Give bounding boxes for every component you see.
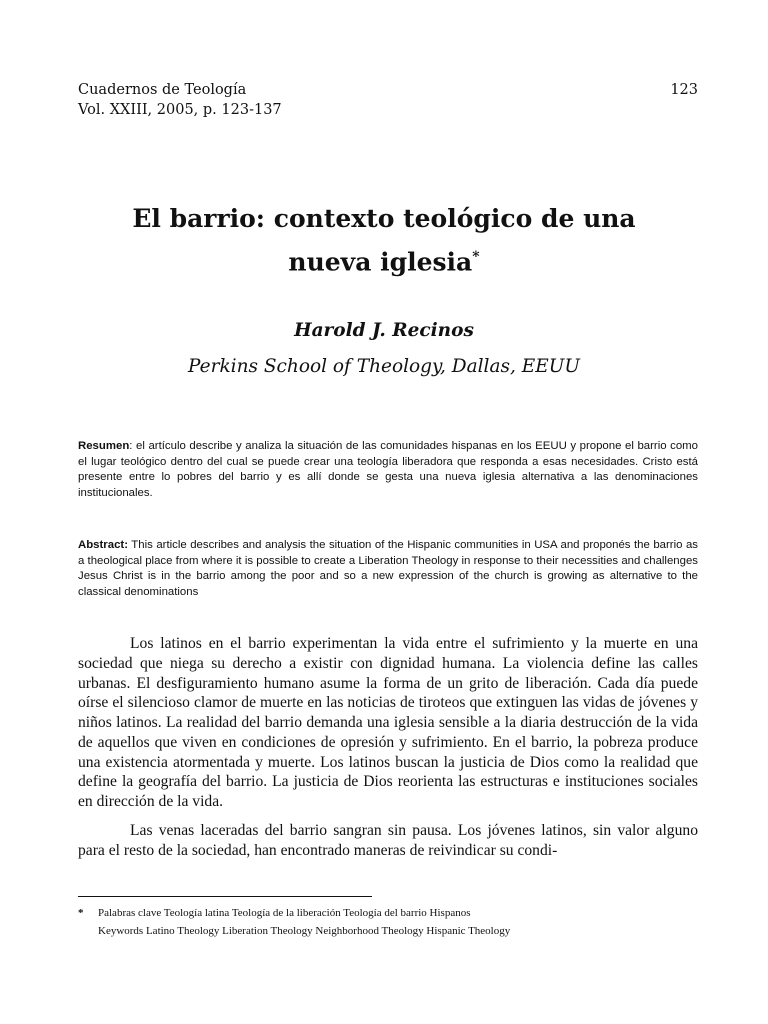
- resumen-text: : el artículo describe y analiza la situación de las comunidades hispanas en los EEUU y propone el barrio como el lugar teológico dentro del cual se puede crear una teología liberadora que responda a esas necesidades. Cristo está presente entre lo pobres del barrio y es allí donde se gesta una nueva iglesia alternativa a las denominaciones institucionales.: [78, 440, 698, 499]
- footnote: [78, 904, 698, 940]
- article-title: [0, 200, 768, 281]
- body-text: [78, 634, 698, 869]
- body-paragraph-1: Los latinos en el barrio experimentan la vida entre el sufrimiento y la muerte en una sociedad que niega su derecho a existir con dignidad humana. La violencia define las calles urbanas. El desfiguramiento humano asume la forma de un grito de liberación. Cada día puede oírse el silencioso clamor de muerte en las noticias de tiroteos que extinguen las vidas de jóvenes y niños latinos. La realidad del barrio demanda una iglesia sensible a la diaria destrucción de la vida de aquellos que viven en condiciones de opresión y sufrimiento. En el barrio, la pobreza produce una existencia atormentada y muerte. Los latinos buscan la justicia de Dios como la realidad que define la geografía del barrio. La justicia de Dios reorienta las estructuras e instituciones sociales en dirección de la vida.: [78, 635, 698, 810]
- title-line-2: [0, 238, 768, 281]
- resumen-label: Resumen: [78, 440, 130, 452]
- abstract-text: This article describes and analysis the situation of the Hispanic communities in USA and proponés the barrio as a theological place from where it is possible to create a Liberation Theology in response to their necessities and challenges Jesus Christ is in the barrio among the poor and so a new expression of the church is growing as alternative to the classical denominations: [78, 539, 698, 598]
- journal-header: [78, 80, 282, 120]
- footnote-marker: *: [78, 907, 84, 919]
- author-affiliation: Perkins School of Theology, Dallas, EEUU: [188, 356, 580, 377]
- page-number: 123: [670, 82, 698, 98]
- abstract-label: Abstract:: [78, 539, 129, 551]
- body-paragraph-2: Las venas laceradas del barrio sangran sin pausa. Los jóvenes latinos, sin valor alguno para el resto de la sociedad, han encontrado maneras de reivindicar su condi-: [78, 821, 698, 859]
- author-name: Harold J. Recinos: [294, 320, 474, 341]
- title-line-1: El barrio: contexto teológico de una: [132, 204, 636, 233]
- title-footnote-marker: *: [472, 249, 480, 265]
- journal-name: Cuadernos de Teología: [78, 82, 247, 98]
- resumen-block: [78, 439, 698, 501]
- keywords-spanish: Palabras clave Teología latina Teología de la liberación Teología del barrio Hispanos: [98, 907, 471, 919]
- keywords-english: Keywords Latino Theology Liberation Theology Neighborhood Theology Hispanic Theology: [98, 925, 511, 937]
- volume-info: Vol. XXIII, 2005, p. 123-137: [78, 102, 282, 118]
- abstract-block: [78, 538, 698, 600]
- footnote-divider: [78, 896, 372, 897]
- title-line-2-text: nueva iglesia: [288, 247, 473, 277]
